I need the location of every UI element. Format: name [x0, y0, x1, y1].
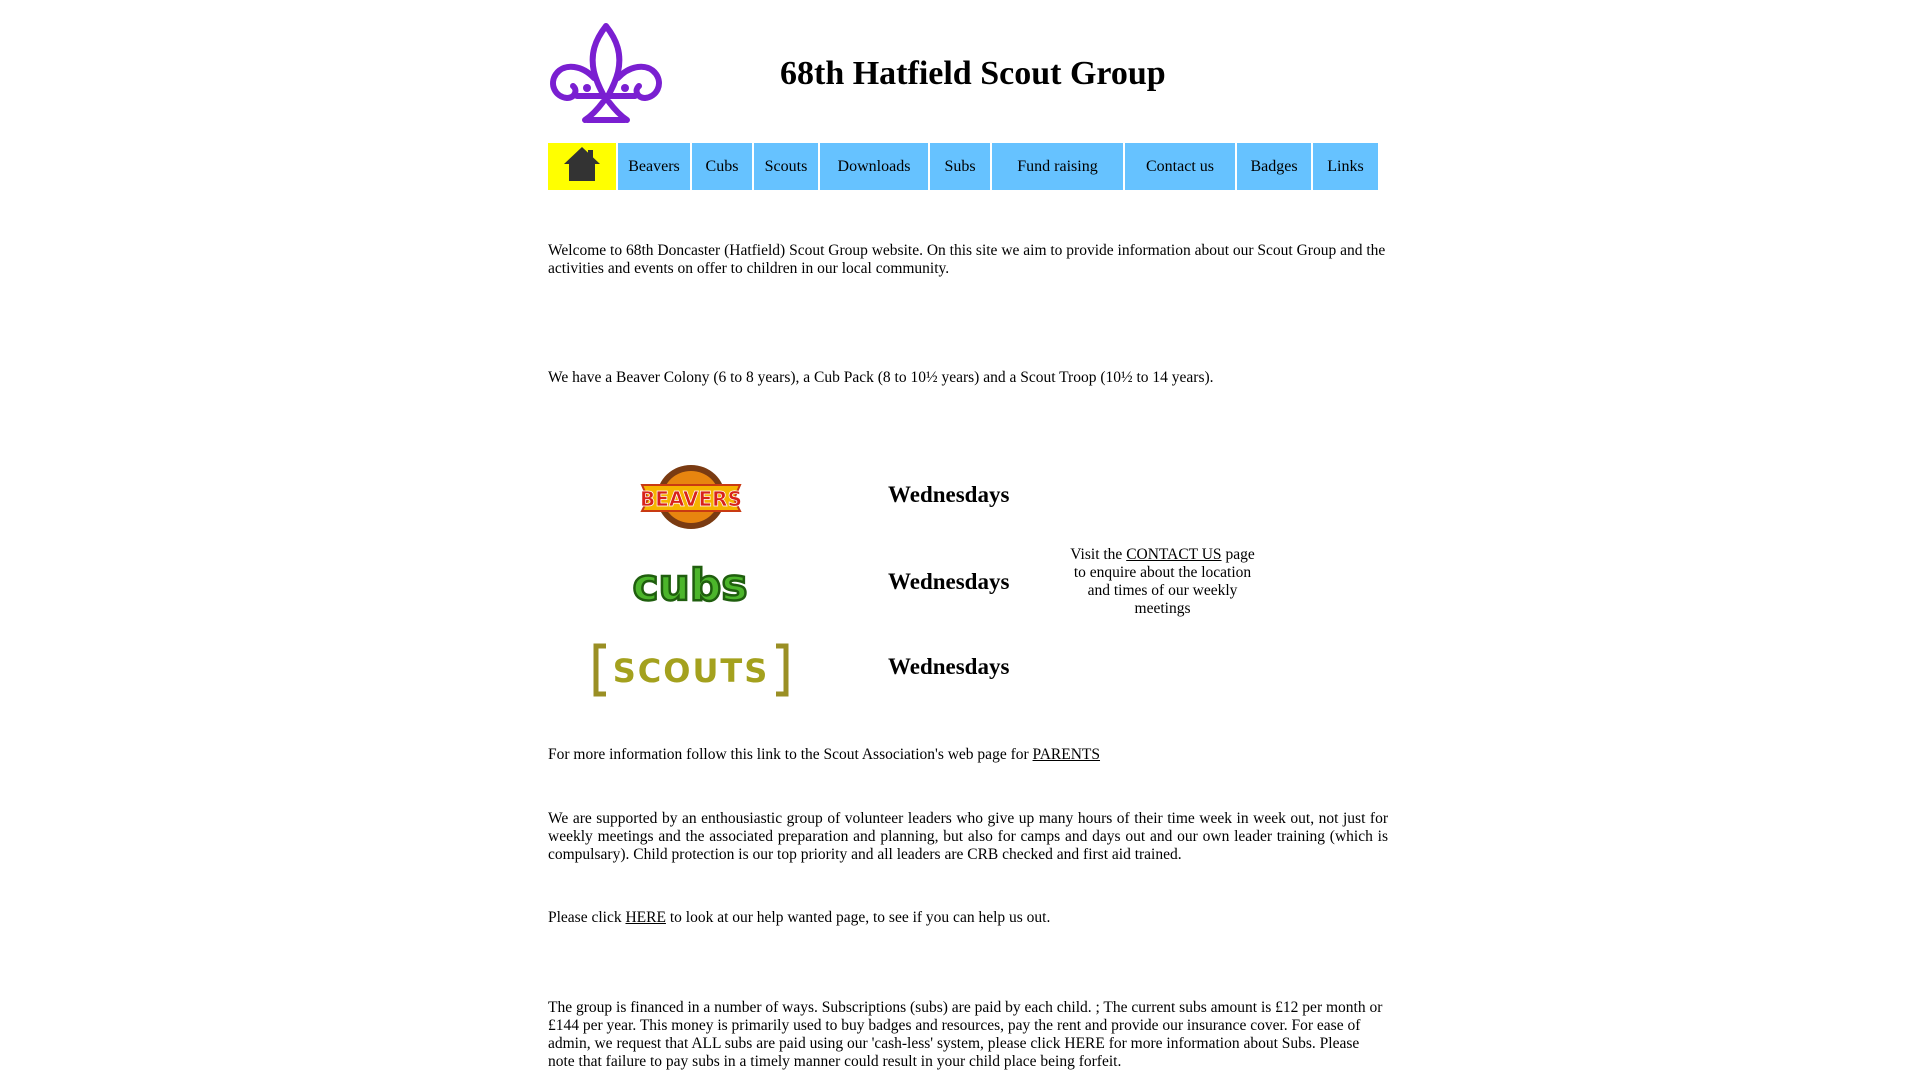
nav-beavers[interactable]: Beavers [618, 143, 690, 190]
scouts-logo [592, 642, 790, 698]
help-prefix: Please click [548, 909, 626, 926]
parents-link[interactable]: PARENTS [1032, 746, 1101, 763]
site-title: 68th Hatfield Scout Group [780, 55, 1166, 92]
nav-scouts[interactable]: Scouts [754, 143, 818, 190]
help-link[interactable]: HERE [625, 909, 666, 926]
sections-intro-text: We have a Beaver Colony (6 to 8 years), a Cub Pack (8 to 10½ years) and a Scout Troop (10½ to 14 years). [548, 369, 1214, 386]
nav-fund-raising[interactable]: Fund raising [992, 143, 1123, 190]
cubs-logo [622, 560, 758, 608]
nav-cubs[interactable]: Cubs [692, 143, 752, 190]
parents-text [548, 746, 1388, 764]
contact-note [1070, 546, 1255, 618]
help-text [548, 909, 1388, 927]
cubs-logo-text: cubs [632, 560, 748, 608]
parents-prefix: For more information follow this link to the Scout Association's web page for [548, 746, 1033, 763]
welcome-text: Welcome to 68th Doncaster (Hatfield) Scout Group website. On this site we aim to provide information about our Scout Group and the activities and events on offer to children in our local community. [548, 242, 1386, 277]
scouts-logo-text: SCOUTS [612, 652, 770, 690]
nav-links[interactable]: Links [1313, 143, 1378, 190]
nav-contact-us[interactable]: Contact us [1125, 143, 1235, 190]
volunteers-text: We are supported by an enthousiastic group of volunteer leaders who give up many hours of their time week in week out, not just for weekly meetings and the associated preparation and planning, but also for camps and days out and our own leader training (which is compulsary). Child protection is our top priority and all leaders are CRB checked and first aid trained. [548, 810, 1388, 863]
main-nav [548, 143, 1378, 190]
contact-note-suffix: page to enquire about the location and times of our weekly meetings [1073, 546, 1255, 617]
house-icon [562, 144, 602, 189]
contact-note-prefix: Visit the [1070, 546, 1127, 563]
beavers-logo-text: BEAVERS [640, 487, 742, 511]
beavers-day: Wednesdays [888, 482, 1010, 507]
nav-subs[interactable]: Subs [930, 143, 990, 190]
nav-home-button[interactable] [548, 143, 616, 190]
help-suffix: to look at our help wanted page, to see if you can help us out. [665, 909, 1051, 926]
beavers-logo [638, 463, 744, 531]
fleur-de-lis-logo-icon [547, 22, 665, 128]
scouts-day: Wednesdays [888, 654, 1010, 679]
nav-badges[interactable]: Badges [1237, 143, 1311, 190]
cubs-day: Wednesdays [888, 569, 1010, 594]
finance-text: The group is financed in a number of ways. Subscriptions (subs) are paid by each child. ; The current subs amount is £12 per month or £144 per year. This money is primarily used to buy badges and resources, pay the rent and provide our insurance cover. For ease of admin, we request that ALL subs are paid using our 'cash-less' system, please click HERE for more information about Subs. Please note that failure to pay subs in a timely manner could result in your child place being forfeit. [548, 999, 1383, 1070]
nav-downloads[interactable]: Downloads [820, 143, 928, 190]
contact-us-link[interactable]: CONTACT US [1126, 546, 1222, 563]
